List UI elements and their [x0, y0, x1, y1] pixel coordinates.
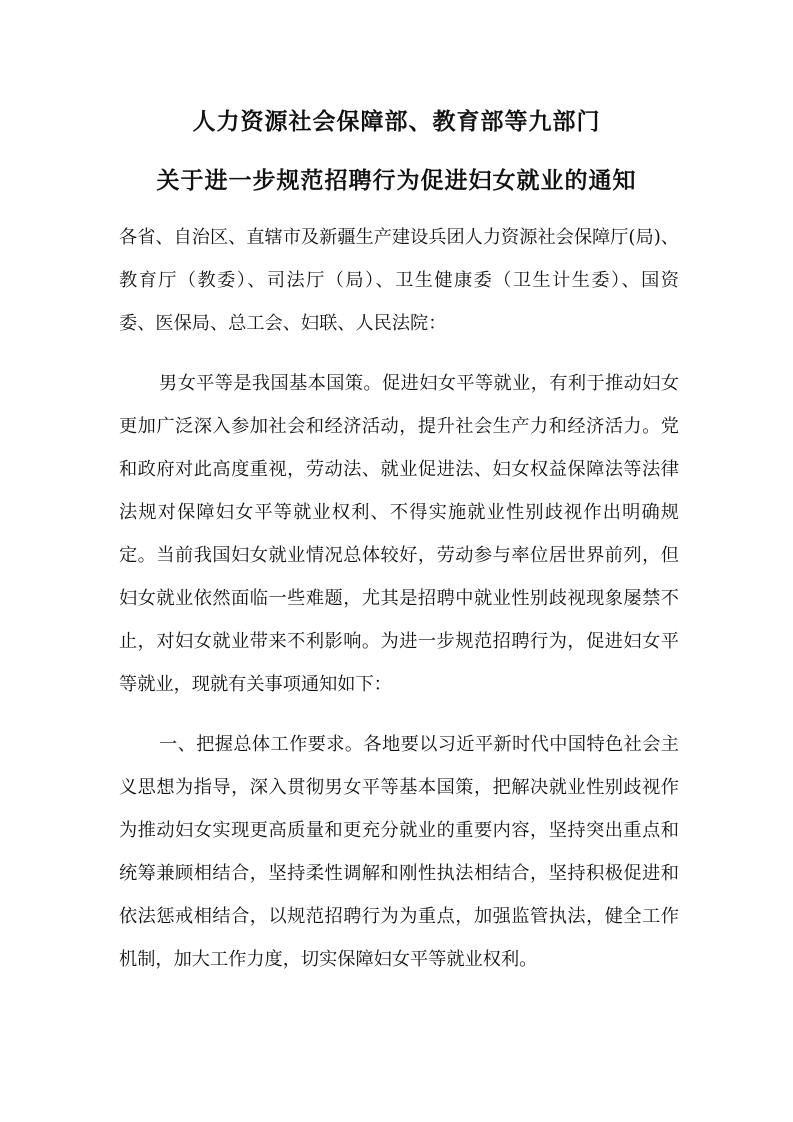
- paragraph-2-line: 义思想为指导，深入贯彻男女平等基本国策，把解决就业性别歧视作: [119, 777, 679, 798]
- paragraph-1-line: 妇女就业依然面临一些难题，尤其是招聘中就业性别歧视现象屡禁不: [119, 588, 679, 609]
- paragraph-1-line: 止，对妇女就业带来不利影响。为进一步规范招聘行为，促进妇女平: [119, 631, 679, 652]
- paragraph-2-line: 为推动妇女实现更高质量和更充分就业的重要内容，坚持突出重点和: [119, 820, 679, 841]
- addressee-line: 各省、自治区、直辖市及新疆生产建设兵团人力资源社会保障厅(局)、: [119, 227, 679, 248]
- paragraph-1-line: 法规对保障妇女平等就业权利、不得实施就业性别歧视作出明确规: [119, 502, 679, 523]
- paragraph-1-line: 定。当前我国妇女就业情况总体较好，劳动参与率位居世界前列，但: [119, 545, 679, 566]
- document-title-line-1: 人力资源社会保障部、教育部等九部门: [192, 108, 601, 135]
- paragraph-1-line: 和政府对此高度重视，劳动法、就业促进法、妇女权益保障法等法律: [119, 459, 679, 480]
- paragraph-2-line: 统筹兼顾相结合，坚持柔性调解和刚性执法相结合，坚持积极促进和: [119, 863, 679, 884]
- paragraph-2-line: 依法惩戒相结合，以规范招聘行为为重点，加强监管执法，健全工作: [119, 906, 679, 927]
- addressee-line: 教育厅（教委）、司法厅（局）、卫生健康委（卫生计生委）、国资: [119, 270, 679, 291]
- document-title-line-2: 关于进一步规范招聘行为促进妇女就业的通知: [156, 167, 637, 194]
- addressee-line: 委、医保局、总工会、妇联、人民法院：: [119, 313, 447, 334]
- paragraph-1-line: 更加广泛深入参加社会和经济活动，提升社会生产力和经济活力。党: [119, 416, 679, 437]
- paragraph-1-line: 等就业，现就有关事项通知如下：: [119, 674, 392, 695]
- paragraph-2-line: 一、把握总体工作要求。各地要以习近平新时代中国特色社会主: [159, 734, 679, 755]
- paragraph-1-line: 男女平等是我国基本国策。促进妇女平等就业，有利于推动妇女: [159, 373, 679, 394]
- paragraph-2-line: 机制，加大工作力度，切实保障妇女平等就业权利。: [119, 949, 538, 970]
